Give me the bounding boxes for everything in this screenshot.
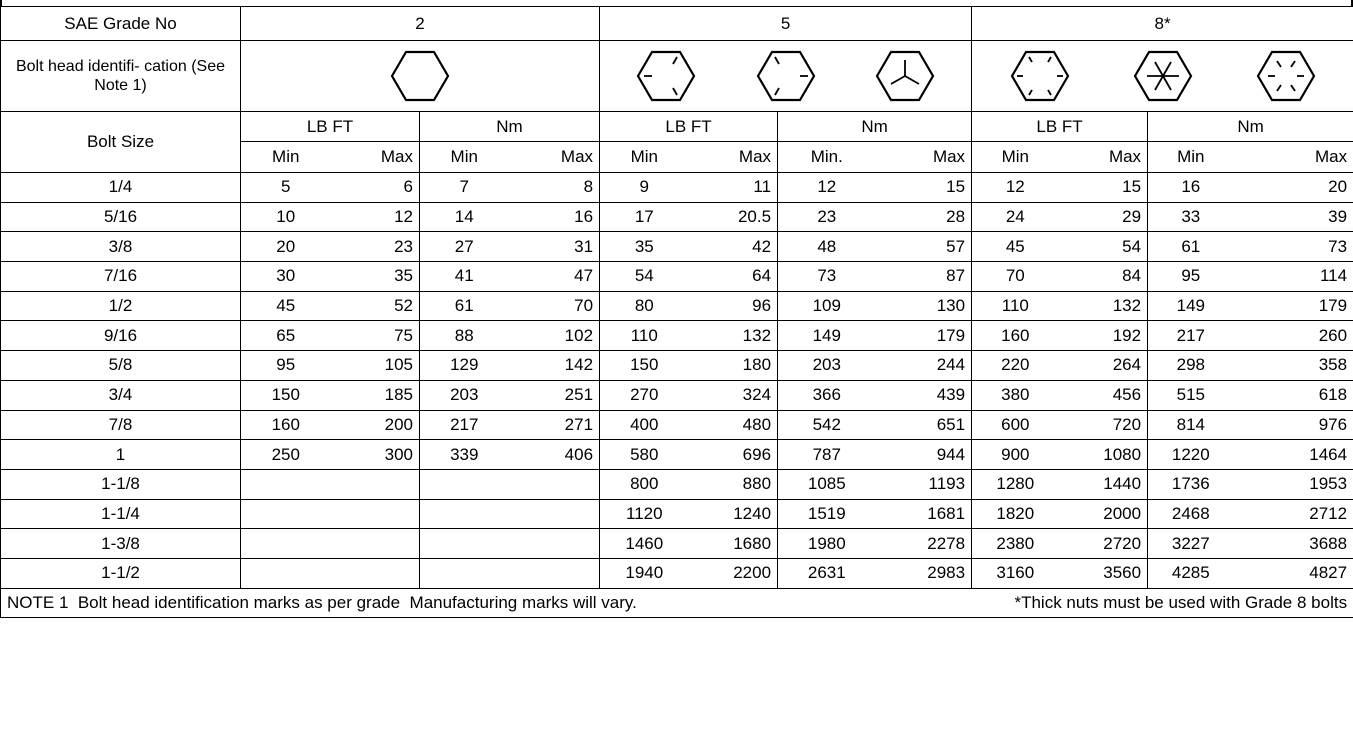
torque-min-cell: 65: [241, 321, 331, 351]
hex-six-point-asterisk-icon: [1131, 50, 1195, 102]
torque-max-cell: 70: [509, 291, 600, 321]
table-row: [1, 291, 1353, 321]
torque-max-cell: 1080: [1059, 440, 1148, 470]
torque-min-cell: 73: [778, 262, 876, 292]
torque-min-cell: 110: [600, 321, 689, 351]
bolt-size-cell: 1: [1, 440, 241, 470]
torque-min-cell: 35: [600, 232, 689, 262]
torque-min-cell: 30: [241, 262, 331, 292]
min-label: Min: [241, 142, 331, 173]
grade-5-lbft-label: LB FT: [600, 112, 778, 142]
torque-min-cell: 150: [241, 380, 331, 410]
torque-min-cell: 109: [778, 291, 876, 321]
bolt-size-cell: 1-3/8: [1, 529, 241, 559]
torque-max-cell: 8: [509, 173, 600, 203]
torque-max-cell: 130: [876, 291, 972, 321]
min-label: Min: [1148, 142, 1234, 173]
bolt-size-cell: 7/16: [1, 262, 241, 292]
torque-min-cell: 80: [600, 291, 689, 321]
torque-min-cell: 41: [420, 262, 509, 292]
torque-max-cell: 976: [1234, 410, 1353, 440]
torque-max-cell: 180: [689, 351, 778, 381]
thick-nuts-note-text: *Thick nuts must be used with Grade 8 bolts: [1014, 592, 1348, 612]
table-row: [1, 232, 1353, 262]
torque-max-cell: 11: [689, 173, 778, 203]
grade-5-label: 5: [600, 7, 972, 41]
table-row: [1, 351, 1353, 381]
torque-max-cell: 271: [509, 410, 600, 440]
torque-max-cell: 618: [1234, 380, 1353, 410]
torque-max-cell: 39: [1234, 202, 1353, 232]
torque-min-cell: 160: [241, 410, 331, 440]
bolt-size-cell: 3/8: [1, 232, 241, 262]
torque-max-cell: 132: [689, 321, 778, 351]
torque-min-cell: 298: [1148, 351, 1234, 381]
torque-max-cell: [509, 529, 600, 559]
torque-max-cell: 57: [876, 232, 972, 262]
torque-max-cell: 244: [876, 351, 972, 381]
torque-max-cell: [331, 499, 420, 529]
torque-max-cell: 6: [331, 173, 420, 203]
footer-note-cell: [1, 588, 1353, 617]
torque-max-cell: 406: [509, 440, 600, 470]
torque-min-cell: 9: [600, 173, 689, 203]
torque-min-cell: 3160: [972, 558, 1059, 588]
torque-max-cell: 102: [509, 321, 600, 351]
bolt-size-cell: 1/4: [1, 173, 241, 203]
head-identification-row: [1, 41, 1353, 112]
torque-min-cell: 814: [1148, 410, 1234, 440]
table-row: [1, 202, 1353, 232]
grade-2-nm-label: Nm: [420, 112, 600, 142]
min-label: Min: [972, 142, 1059, 173]
grade-5-heads: [600, 41, 972, 112]
torque-max-cell: 42: [689, 232, 778, 262]
torque-min-cell: 4285: [1148, 558, 1234, 588]
torque-min-cell: 150: [600, 351, 689, 381]
torque-min-cell: 800: [600, 469, 689, 499]
torque-max-cell: 696: [689, 440, 778, 470]
torque-min-cell: 366: [778, 380, 876, 410]
bolt-size-cell: 1/2: [1, 291, 241, 321]
torque-max-cell: 64: [689, 262, 778, 292]
torque-min-cell: 27: [420, 232, 509, 262]
torque-max-cell: 1681: [876, 499, 972, 529]
torque-max-cell: 1440: [1059, 469, 1148, 499]
hex-three-radial-dashes-rotated-icon: [754, 50, 818, 102]
torque-max-cell: 1953: [1234, 469, 1353, 499]
torque-min-cell: 2468: [1148, 499, 1234, 529]
torque-min-cell: 24: [972, 202, 1059, 232]
torque-min-cell: 7: [420, 173, 509, 203]
torque-min-cell: 270: [600, 380, 689, 410]
torque-min-cell: 17: [600, 202, 689, 232]
torque-max-cell: 1240: [689, 499, 778, 529]
torque-min-cell: 110: [972, 291, 1059, 321]
torque-max-cell: 2720: [1059, 529, 1148, 559]
torque-min-cell: 149: [778, 321, 876, 351]
torque-min-cell: [241, 558, 331, 588]
torque-max-cell: 1464: [1234, 440, 1353, 470]
torque-min-cell: 3227: [1148, 529, 1234, 559]
torque-max-cell: 1680: [689, 529, 778, 559]
torque-max-cell: 439: [876, 380, 972, 410]
torque-min-cell: 88: [420, 321, 509, 351]
torque-max-cell: 480: [689, 410, 778, 440]
torque-min-cell: 61: [1148, 232, 1234, 262]
torque-min-cell: 45: [972, 232, 1059, 262]
torque-min-cell: 217: [420, 410, 509, 440]
torque-min-cell: 1519: [778, 499, 876, 529]
bolt-size-cell: 5/8: [1, 351, 241, 381]
torque-max-cell: 35: [331, 262, 420, 292]
torque-min-cell: 10: [241, 202, 331, 232]
torque-max-cell: 358: [1234, 351, 1353, 381]
torque-max-cell: 15: [876, 173, 972, 203]
torque-min-cell: 203: [778, 351, 876, 381]
bolt-size-cell: 7/8: [1, 410, 241, 440]
torque-min-cell: 5: [241, 173, 331, 203]
hex-plain-icon: [388, 50, 452, 102]
torque-min-cell: 61: [420, 291, 509, 321]
torque-max-cell: [509, 558, 600, 588]
bolt-size-cell: 3/4: [1, 380, 241, 410]
torque-min-cell: 14: [420, 202, 509, 232]
grade-header-row: [1, 7, 1353, 41]
torque-min-cell: 203: [420, 380, 509, 410]
torque-max-cell: 31: [509, 232, 600, 262]
table-row: [1, 262, 1353, 292]
hex-six-corner-marks-icon: [1008, 50, 1072, 102]
torque-min-cell: 149: [1148, 291, 1234, 321]
torque-min-cell: 1460: [600, 529, 689, 559]
torque-min-cell: 1980: [778, 529, 876, 559]
torque-max-cell: 179: [876, 321, 972, 351]
torque-max-cell: 132: [1059, 291, 1148, 321]
table-row: [1, 380, 1353, 410]
torque-max-cell: 75: [331, 321, 420, 351]
torque-min-cell: 95: [1148, 262, 1234, 292]
torque-max-cell: 720: [1059, 410, 1148, 440]
torque-min-cell: 1820: [972, 499, 1059, 529]
torque-max-cell: 2200: [689, 558, 778, 588]
bolt-size-cell: 1-1/2: [1, 558, 241, 588]
torque-max-cell: 324: [689, 380, 778, 410]
torque-min-cell: 250: [241, 440, 331, 470]
torque-max-cell: 185: [331, 380, 420, 410]
table-row: [1, 410, 1353, 440]
torque-max-cell: 52: [331, 291, 420, 321]
torque-max-cell: 651: [876, 410, 972, 440]
torque-min-cell: 1736: [1148, 469, 1234, 499]
torque-max-cell: 2983: [876, 558, 972, 588]
footer-row: [1, 588, 1353, 617]
torque-min-cell: 2631: [778, 558, 876, 588]
torque-min-cell: [241, 469, 331, 499]
torque-max-cell: 23: [331, 232, 420, 262]
grade-2-label: 2: [241, 7, 600, 41]
torque-min-cell: 2380: [972, 529, 1059, 559]
grade-8-heads: [972, 41, 1353, 112]
torque-max-cell: [331, 558, 420, 588]
torque-min-cell: [241, 529, 331, 559]
bolt-size-label: Bolt Size: [1, 112, 241, 173]
torque-max-cell: 300: [331, 440, 420, 470]
torque-min-cell: 787: [778, 440, 876, 470]
torque-max-cell: 114: [1234, 262, 1353, 292]
torque-max-cell: 264: [1059, 351, 1148, 381]
torque-min-cell: 45: [241, 291, 331, 321]
torque-min-cell: 580: [600, 440, 689, 470]
note-1-text: NOTE 1 Bolt head identification marks as per grade Manufacturing marks will vary.: [7, 592, 637, 612]
table-row: [1, 558, 1353, 588]
max-label: Max: [689, 142, 778, 173]
min-label: Min.: [778, 142, 876, 173]
torque-max-cell: [509, 499, 600, 529]
max-label: Max: [1059, 142, 1148, 173]
torque-max-cell: [509, 469, 600, 499]
torque-max-cell: 87: [876, 262, 972, 292]
torque-max-cell: 20.5: [689, 202, 778, 232]
torque-min-cell: 380: [972, 380, 1059, 410]
torque-max-cell: 54: [1059, 232, 1148, 262]
torque-min-cell: 54: [600, 262, 689, 292]
torque-min-cell: 400: [600, 410, 689, 440]
torque-max-cell: 1193: [876, 469, 972, 499]
torque-max-cell: 105: [331, 351, 420, 381]
table-row: [1, 469, 1353, 499]
torque-max-cell: 2000: [1059, 499, 1148, 529]
table-row: [1, 529, 1353, 559]
torque-max-cell: 2712: [1234, 499, 1353, 529]
hex-tri-star-icon: [873, 50, 937, 102]
grade-2-heads: [241, 41, 600, 112]
bolt-size-cell: 1-1/8: [1, 469, 241, 499]
grade-8-lbft-label: LB FT: [972, 112, 1148, 142]
torque-max-cell: 142: [509, 351, 600, 381]
torque-max-cell: 84: [1059, 262, 1148, 292]
torque-max-cell: 192: [1059, 321, 1148, 351]
torque-max-cell: 47: [509, 262, 600, 292]
torque-min-cell: 515: [1148, 380, 1234, 410]
min-label: Min: [600, 142, 689, 173]
torque-max-cell: 3688: [1234, 529, 1353, 559]
torque-min-cell: [420, 469, 509, 499]
torque-max-cell: [331, 469, 420, 499]
torque-min-cell: 160: [972, 321, 1059, 351]
torque-max-cell: 880: [689, 469, 778, 499]
torque-max-cell: 251: [509, 380, 600, 410]
torque-max-cell: 179: [1234, 291, 1353, 321]
torque-min-cell: [420, 558, 509, 588]
table-row: [1, 499, 1353, 529]
grade-2-lbft-label: LB FT: [241, 112, 420, 142]
torque-max-cell: 96: [689, 291, 778, 321]
grade-5-nm-label: Nm: [778, 112, 972, 142]
torque-max-cell: 4827: [1234, 558, 1353, 588]
torque-max-cell: 28: [876, 202, 972, 232]
torque-max-cell: 29: [1059, 202, 1148, 232]
torque-min-cell: 23: [778, 202, 876, 232]
torque-min-cell: 20: [241, 232, 331, 262]
torque-min-cell: 600: [972, 410, 1059, 440]
bolt-size-cell: 9/16: [1, 321, 241, 351]
max-label: Max: [876, 142, 972, 173]
torque-max-cell: 200: [331, 410, 420, 440]
torque-min-cell: 220: [972, 351, 1059, 381]
torque-min-cell: 12: [972, 173, 1059, 203]
torque-min-cell: 12: [778, 173, 876, 203]
torque-min-cell: 1120: [600, 499, 689, 529]
torque-min-cell: 129: [420, 351, 509, 381]
torque-min-cell: 542: [778, 410, 876, 440]
torque-min-cell: 1940: [600, 558, 689, 588]
torque-min-cell: 33: [1148, 202, 1234, 232]
bolt-torque-table: [0, 6, 1353, 618]
min-label: Min: [420, 142, 509, 173]
torque-min-cell: 1280: [972, 469, 1059, 499]
hex-six-radial-dashes-icon: [1254, 50, 1318, 102]
hex-three-radial-dashes-icon: [634, 50, 698, 102]
torque-min-cell: 1220: [1148, 440, 1234, 470]
torque-max-cell: 73: [1234, 232, 1353, 262]
torque-min-cell: 16: [1148, 173, 1234, 203]
table-row: [1, 321, 1353, 351]
torque-max-cell: 944: [876, 440, 972, 470]
torque-max-cell: [331, 529, 420, 559]
torque-max-cell: 2278: [876, 529, 972, 559]
torque-max-cell: 260: [1234, 321, 1353, 351]
torque-max-cell: 20: [1234, 173, 1353, 203]
bolt-size-cell: 1-1/4: [1, 499, 241, 529]
torque-max-cell: 16: [509, 202, 600, 232]
table-row: [1, 440, 1353, 470]
torque-min-cell: 1085: [778, 469, 876, 499]
torque-min-cell: 217: [1148, 321, 1234, 351]
torque-min-cell: [420, 499, 509, 529]
torque-min-cell: 900: [972, 440, 1059, 470]
torque-max-cell: 15: [1059, 173, 1148, 203]
grade-label: SAE Grade No: [1, 7, 241, 41]
torque-max-cell: 456: [1059, 380, 1148, 410]
unit-header-row: [1, 112, 1353, 142]
torque-min-cell: 95: [241, 351, 331, 381]
torque-min-cell: 48: [778, 232, 876, 262]
torque-min-cell: 70: [972, 262, 1059, 292]
max-label: Max: [509, 142, 600, 173]
torque-min-cell: [420, 529, 509, 559]
grade-8-label: 8*: [972, 7, 1353, 41]
head-identification-label: Bolt head identifi- cation (See Note 1): [1, 41, 241, 112]
torque-min-cell: [241, 499, 331, 529]
torque-max-cell: 3560: [1059, 558, 1148, 588]
torque-min-cell: 339: [420, 440, 509, 470]
grade-8-nm-label: Nm: [1148, 112, 1353, 142]
torque-max-cell: 12: [331, 202, 420, 232]
bolt-size-cell: 5/16: [1, 202, 241, 232]
max-label: Max: [1234, 142, 1353, 173]
table-row: [1, 173, 1353, 203]
max-label: Max: [331, 142, 420, 173]
